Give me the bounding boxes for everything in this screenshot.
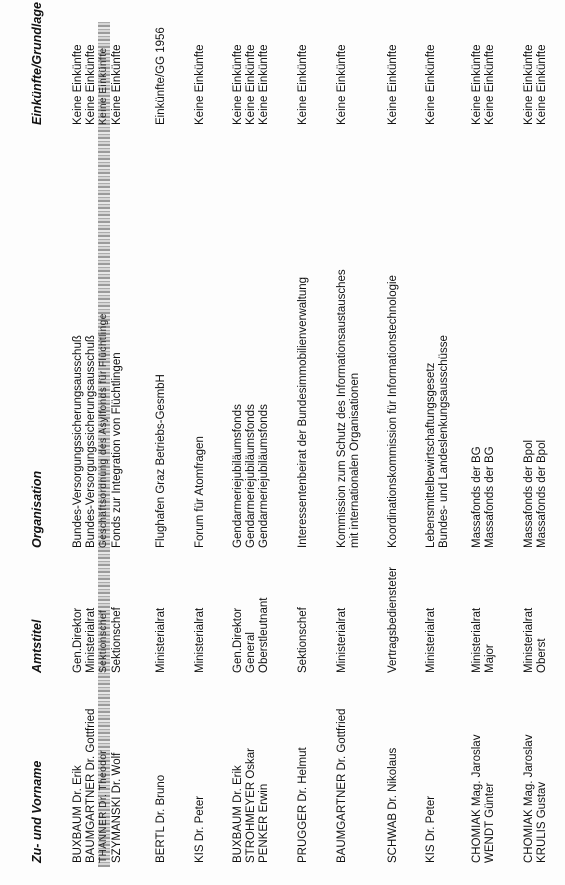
income-cell: Keine Einkünfte <box>258 44 270 125</box>
org-cell: Geschäftsordnung des Asylfonds für Flüchtlinge <box>98 313 109 548</box>
org-cell: Lebensmittelbewirtschaftungsgesetz <box>425 362 437 548</box>
row-group <box>523 0 549 885</box>
name-cell: BUXBAUM Dr. Erik <box>72 765 84 863</box>
org-cell: Fonds zur Integration von Flüchtlingen <box>111 352 123 548</box>
name-cell: CHOMIAK Mag. Jaroslav <box>523 734 535 863</box>
name-cell: KIS Dr. Peter <box>194 795 206 863</box>
income-cell: Keine Einkünfte <box>98 47 109 125</box>
title-cell: Ministerialrat <box>85 607 97 673</box>
org-cell: Forum für Atomfragen <box>194 436 206 548</box>
title-cell: Ministerialrat <box>336 607 348 673</box>
table-row <box>85 0 98 885</box>
income-cell: Keine Einkünfte <box>232 44 244 125</box>
org-cell: Gendarmeriejubiläumsfonds <box>245 404 257 548</box>
org-cell: Massafonds der Bpol <box>523 439 535 548</box>
name-cell: STROHMEYER Oskar <box>245 747 257 863</box>
header-title: Amtstitel <box>30 619 44 673</box>
org-cell: Koordinationskommission für Informationstechnologie <box>387 275 399 548</box>
title-cell: Ministerialrat <box>523 607 535 673</box>
income-cell: Keine Einkünfte <box>194 44 206 125</box>
name-cell: BUXBAUM Dr. Erik <box>232 765 244 863</box>
org-cell: Massafonds der BG <box>471 446 483 548</box>
table-row-continuation <box>349 0 362 885</box>
name-cell: KIS Dr. Peter <box>425 795 437 863</box>
income-cell: Keine Einkünfte <box>523 44 535 125</box>
table-row <box>111 0 124 885</box>
org-cell: Bundes-Versorgungssicherungsausschuß <box>72 335 84 548</box>
org-cell: Kommission zum Schutz des Informationsaustausches <box>336 269 348 548</box>
table-row <box>194 0 207 885</box>
table-row <box>258 0 271 885</box>
header-name: Zu- und Vorname <box>30 760 44 863</box>
table-row <box>523 0 536 885</box>
row-group <box>471 0 497 885</box>
table-row-continuation <box>438 0 451 885</box>
income-cell: Keine Einkünfte <box>536 44 548 125</box>
row-group <box>232 0 271 885</box>
title-cell: Vertragsbediensteter <box>387 566 399 673</box>
table-row <box>425 0 438 885</box>
name-cell: BAUMGARTNER Dr. Gottfried <box>85 708 97 863</box>
table-row <box>98 0 111 885</box>
title-cell: Ministerialrat <box>425 607 437 673</box>
org-cell: Bundes- und Landeslenkungsausschüsse <box>438 335 450 548</box>
title-cell: General <box>245 632 257 673</box>
title-cell: Ministerialrat <box>194 607 206 673</box>
title-cell: Sektionschef <box>98 609 109 673</box>
income-cell: Keine Einkünfte <box>85 44 97 125</box>
table-row <box>297 0 310 885</box>
org-cell: mit internationalen Organisationen <box>349 372 361 548</box>
org-cell: Massafonds der Bpol <box>536 439 548 548</box>
title-cell: Oberstleutnant <box>258 597 270 673</box>
org-cell: Gendarmeriejubiläumsfonds <box>232 404 244 548</box>
title-cell: Major <box>484 644 496 673</box>
title-cell: Sektionschef <box>297 607 309 673</box>
row-group <box>194 0 207 885</box>
income-cell: Keine Einkünfte <box>471 44 483 125</box>
org-cell: Interessentenbeirat der Bundesimmobilienverwaltung <box>297 276 309 548</box>
income-cell: Keine Einkünfte <box>425 44 437 125</box>
table-row <box>72 0 85 885</box>
title-cell: Gen.Direktor <box>232 607 244 673</box>
row-group <box>297 0 310 885</box>
table-row <box>245 0 258 885</box>
name-cell: CHOMIAK Mag. Jaroslav <box>471 734 483 863</box>
name-cell: BERTL Dr. Bruno <box>155 774 167 863</box>
table-row <box>471 0 484 885</box>
income-cell: Keine Einkünfte <box>72 44 84 125</box>
income-cell: Keine Einkünfte <box>245 44 257 125</box>
org-cell: Gendarmeriejubiläumsfonds <box>258 404 270 548</box>
name-cell: SCHWAB Dr. Nikolaus <box>387 747 399 863</box>
org-cell: Flughafen Graz Betriebs-GesmbH <box>155 374 167 548</box>
name-cell: PRUGGER Dr. Helmut <box>297 747 309 863</box>
row-group <box>425 0 451 885</box>
header-income: Einkünfte/Grundlage <box>30 2 44 125</box>
name-cell: KRULIS Gustav <box>536 781 548 863</box>
row-group <box>387 0 400 885</box>
header-org: Organisation <box>30 470 44 548</box>
name-cell: PENKER Erwin <box>258 783 270 863</box>
table-row <box>387 0 400 885</box>
org-cell: Bundes-Versorgungssicherungsausschuß <box>85 335 97 548</box>
income-cell: Keine Einkünfte <box>111 44 123 125</box>
table-row <box>484 0 497 885</box>
income-cell: Keine Einkünfte <box>387 44 399 125</box>
title-cell: Gen.Direktor <box>72 607 84 673</box>
row-group <box>72 0 124 885</box>
income-cell: Keine Einkünfte <box>297 44 309 125</box>
title-cell: Oberst <box>536 638 548 673</box>
org-cell: Massafonds der BG <box>484 446 496 548</box>
name-cell: WENDT Günter <box>484 782 496 863</box>
row-group <box>155 0 168 885</box>
name-cell: THANNER Dr. Theodor <box>98 749 109 863</box>
title-cell: Ministerialrat <box>155 607 167 673</box>
row-group <box>336 0 362 885</box>
income-cell: Einkünfte/GG 1956 <box>155 27 167 125</box>
table-row <box>536 0 549 885</box>
name-cell: BAUMGARTNER Dr. Gottfried <box>336 708 348 863</box>
table-row <box>336 0 349 885</box>
table-row <box>232 0 245 885</box>
title-cell: Ministerialrat <box>471 607 483 673</box>
name-cell: SZYMANSKI Dr. Wolf <box>111 752 123 863</box>
title-cell: Sektionschef <box>111 607 123 673</box>
income-cell: Keine Einkünfte <box>484 44 496 125</box>
table-row <box>155 0 168 885</box>
income-cell: Keine Einkünfte <box>336 44 348 125</box>
